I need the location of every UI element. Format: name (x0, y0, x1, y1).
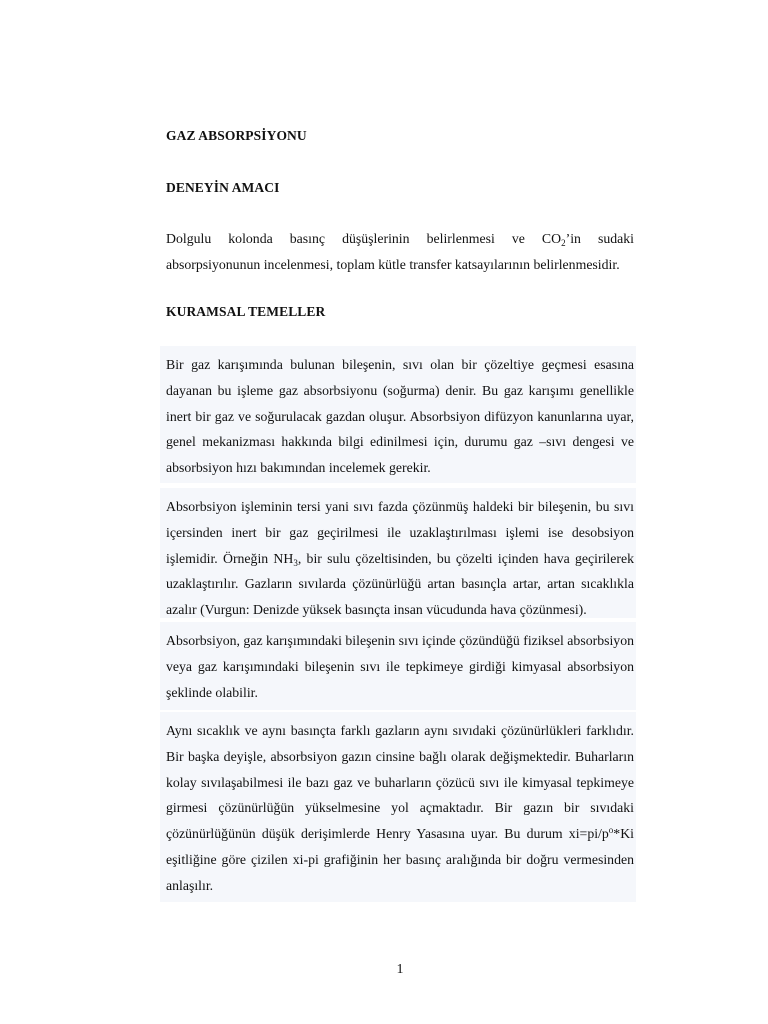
aim-text-part2: ’in sudaki absorpsiyonunun incelenmesi, toplam kütle transfer katsayılarının belirlenmesidir. (166, 231, 634, 272)
theory-paragraph-3: Absorbsiyon, gaz karışımındaki bileşenin sıvı içinde çözündüğü fiziksel absorbsiyon veya gaz karışımındaki bileşenin sıvı ile tepkimeye girdiği kimyasal absorbsiyon şeklinde olabilir. (166, 633, 634, 700)
paragraph-2-subscript: 3 (293, 557, 298, 568)
theory-paragraph-1: Bir gaz karışımında bulunan bileşenin, sıvı olan bir çözeltiye geçmesi esasına dayanan bu işleme gaz absorbsiyonu (soğurma) denir. Bu gaz karışımı genellikle inert bir gaz ve soğurulacak gazdan oluşur. Absorbsiyon difüzyon kanunlarına uyar, genel mekanizması hakkında bilgi edinilmesi için, durumu gaz –sıvı dengesi ve absorbsiyon hızı bakımından incelemek gerekir. (166, 357, 634, 476)
paragraph-4-superscript: o (608, 825, 614, 836)
page-number: 1 (396, 962, 404, 977)
paragraph-2-part2: , bir sulu çözeltisinden, bu çözelti içinden hava geçirilerek uzaklaştırılır. Gazların sıvılarda çözünürlüğü artan basınçla artar, artan sıcaklıkla azalır (Vurgun: Denizde yüksek basınçta insan vücudunda hava çözünmesi). (166, 550, 634, 618)
document-title: GAZ ABSORPSİYONU (166, 128, 307, 143)
theory-paragraph-4 (166, 718, 634, 899)
aim-subscript: 2 (561, 238, 566, 248)
section-heading-aim: DENEYİN AMACI (166, 180, 280, 195)
paragraph-4-part2: *Ki eşitliğine göre çizilen xi-pi grafiğinin her basınç aralığında bir doğru vermesinden anlaşılır. (166, 826, 634, 893)
aim-paragraph (166, 226, 634, 278)
theory-paragraph-2 (166, 494, 634, 623)
paragraph-2-part1: Absorbsiyon işleminin tersi yani sıvı fazda çözünmüş haldeki bir bileşenin, bu sıvı içersinden inert bir gaz geçirilmesi ile uzaklaştırılması işlemi ise desobsiyon işlemidir. Örneğin NH (166, 499, 634, 566)
aim-text-part1: Dolgulu kolonda basınç düşüşlerinin belirlenmesi ve CO (166, 231, 562, 246)
section-heading-theory: KURAMSAL TEMELLER (166, 304, 326, 319)
paragraph-4-part1: Aynı sıcaklık ve aynı basınçta farklı gazların aynı sıvıdaki çözünürlükleri farklıdır. Bir başka deyişle, absorbsiyon gazın cinsine bağlı olarak değişmektedir. Buharların kolay sıvılaşabilmesi ile bazı gaz ve buharların çözücü sıvı ile kimyasal tepkimeye girmesi çözünürlüğün yükselmesine yol açmaktadır. Bir gazın bir sıvıdaki çözünürlüğünün düşük derişimlerde Henry Yasasına uyar. Bu durum xi=pi/p (166, 723, 634, 842)
